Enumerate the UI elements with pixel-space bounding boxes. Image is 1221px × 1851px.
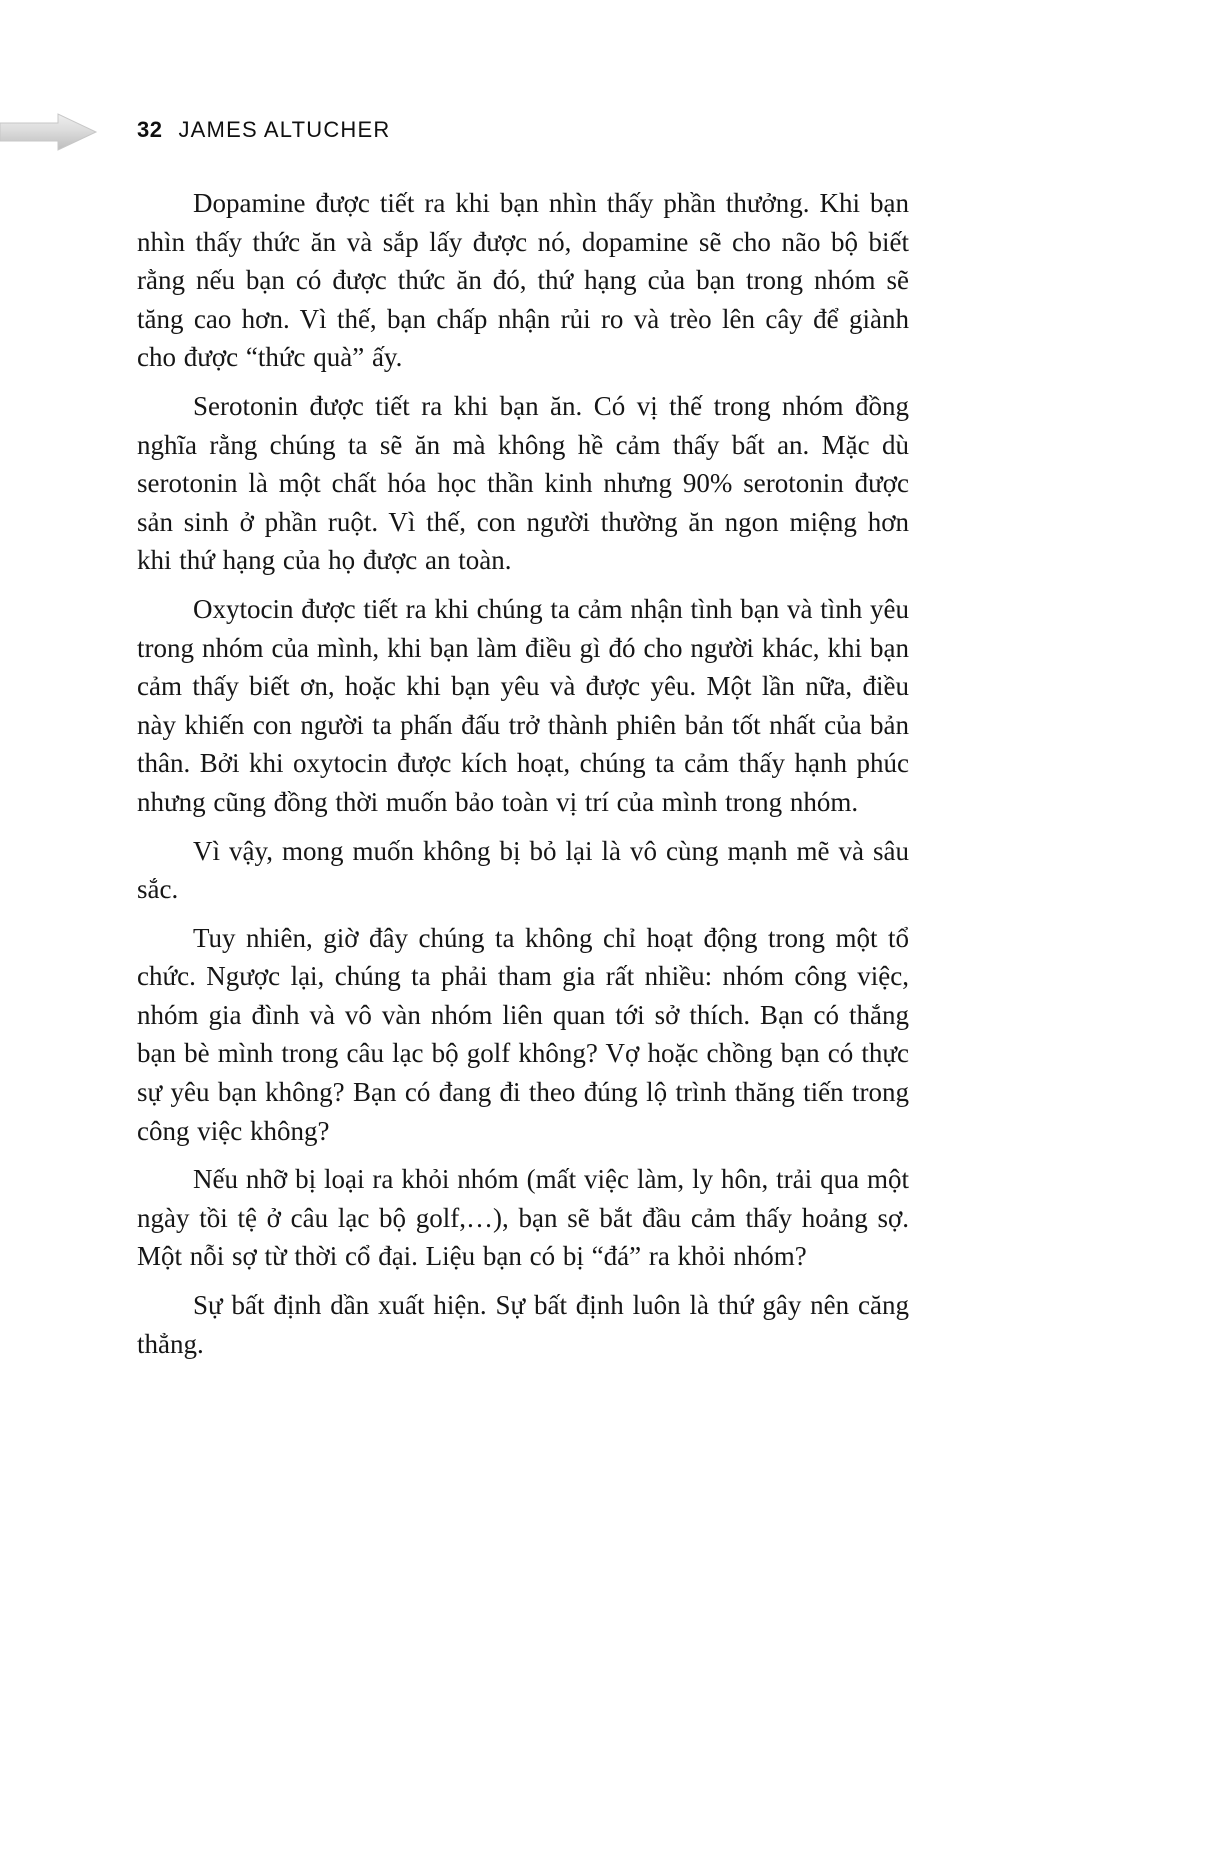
paragraph-6: Nếu nhỡ bị loại ra khỏi nhóm (mất việc làm, ly hôn, trải qua một ngày tồi tệ ở câu lạc bộ golf,…), bạn sẽ bắt đầu cảm thấy hoảng sợ. Một nỗi sợ từ thời cổ đại. Liệu bạn có bị “đá” ra khỏi nhóm? [137, 1164, 909, 1272]
header-text [137, 117, 390, 143]
paragraph-2: Serotonin được tiết ra khi bạn ăn. Có vị thế trong nhóm đồng nghĩa rằng chúng ta sẽ ăn mà không hề cảm thấy bất an. Mặc dù serotonin là một chất hóa học thần kinh nhưng 90% serotonin được sản sinh ở phần ruột. Vì thế, con người thường ăn ngon miệng hơn khi thứ hạng của họ được an toàn. [137, 390, 909, 576]
page-body-text [137, 184, 909, 1373]
paragraph-5: Tuy nhiên, giờ đây chúng ta không chỉ hoạt động trong một tổ chức. Ngược lại, chúng ta phải tham gia rất nhiều: nhóm công việc, nhóm gia đình và vô vàn nhóm liên quan tới sở thích. Bạn có thắng bạn bè mình trong câu lạc bộ golf không? Vợ hoặc chồng bạn có thực sự yêu bạn không? Bạn có đang đi theo đúng lộ trình thăng tiến trong công việc không? [137, 922, 909, 1146]
author-name: JAMES ALTUCHER [178, 117, 391, 142]
running-header [0, 110, 1221, 156]
header-arrow-icon [0, 112, 100, 152]
paragraph-1: Dopamine được tiết ra khi bạn nhìn thấy phần thưởng. Khi bạn nhìn thấy thức ăn và sắp lấy được nó, dopamine sẽ cho não bộ biết rằng nếu bạn có được thức ăn đó, thứ hạng của bạn trong nhóm sẽ tăng cao hơn. Vì thế, bạn chấp nhận rủi ro và trèo lên cây để giành cho được “thức quà” ấy. [137, 188, 909, 373]
page-number: 32 [137, 117, 163, 142]
paragraph-4: Vì vậy, mong muốn không bị bỏ lại là vô cùng mạnh mẽ và sâu sắc. [137, 835, 909, 905]
paragraph-3: Oxytocin được tiết ra khi chúng ta cảm nhận tình bạn và tình yêu trong nhóm của mình, khi bạn làm điều gì đó cho người khác, khi bạn cảm thấy biết ơn, hoặc khi bạn yêu và được yêu. Một lần nữa, điều này khiến con người ta phấn đấu trở thành phiên bản tốt nhất của bản thân. Bởi khi oxytocin được kích hoạt, chúng ta cảm thấy hạnh phúc nhưng cũng đồng thời muốn bảo toàn vị trí của mình trong nhóm. [137, 593, 909, 817]
paragraph-7: Sự bất định dần xuất hiện. Sự bất định luôn là thứ gây nên căng thẳng. [137, 1290, 909, 1359]
